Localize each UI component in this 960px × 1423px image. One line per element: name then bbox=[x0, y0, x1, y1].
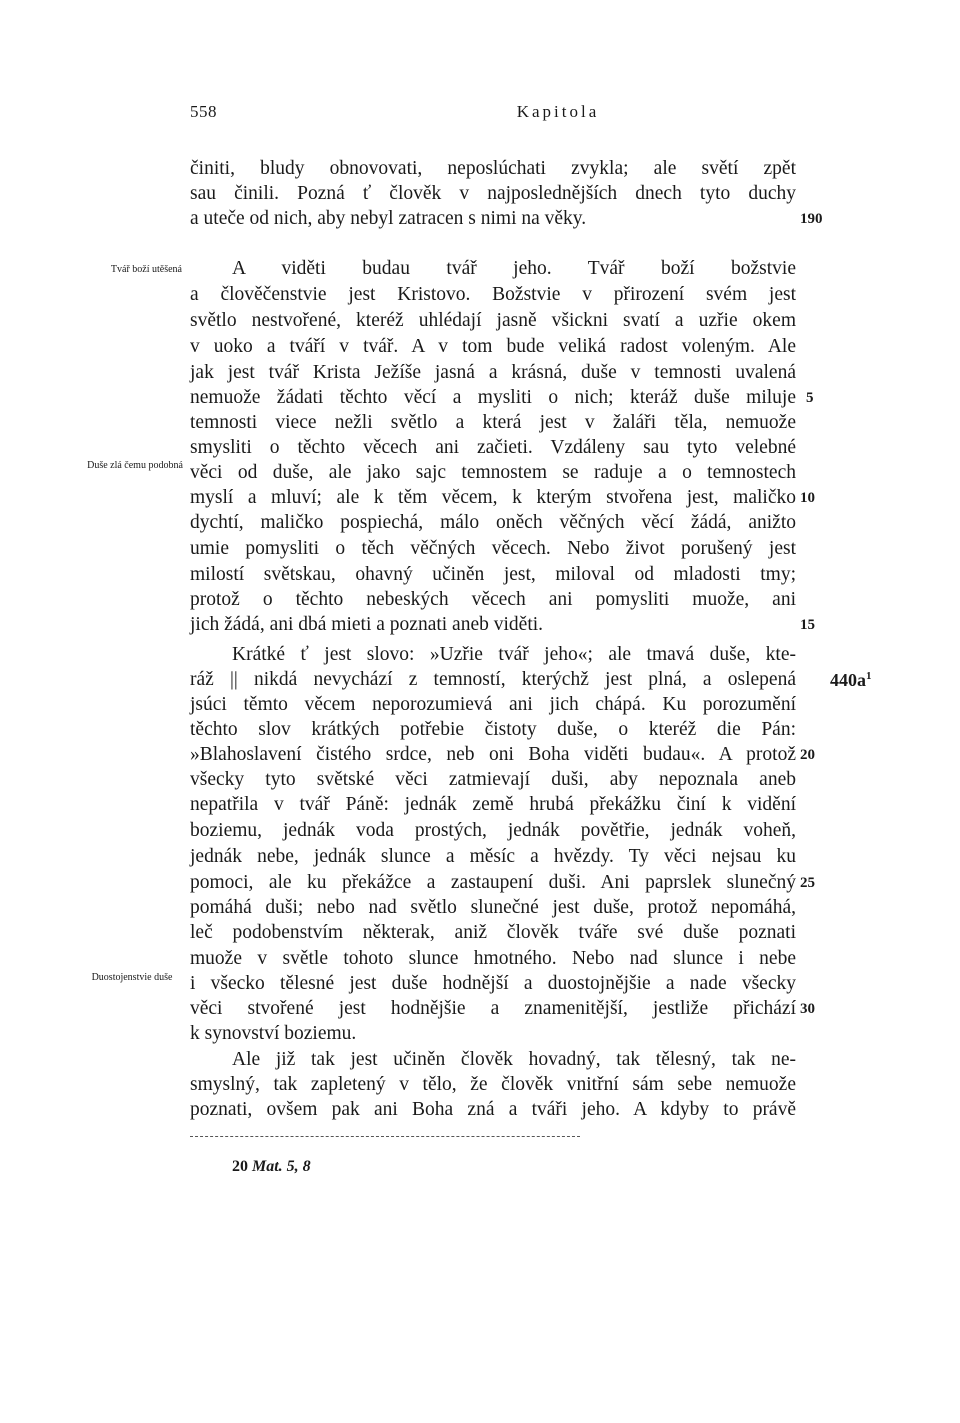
text-line: a člověčenstvie jest Kristovo. Božstvie v přirození svém jest bbox=[190, 284, 796, 305]
text-line: k synovství boziemu. bbox=[190, 1023, 357, 1044]
text-line: jak jest tvář Krista Ježíše jasná a krásná, duše v temnosti uvalená bbox=[190, 362, 796, 383]
running-head: Kapitola bbox=[516, 102, 600, 121]
margin-note: Tvář boží utěšená bbox=[110, 264, 182, 275]
footnote-rule bbox=[190, 1136, 580, 1137]
page-number: 558 bbox=[190, 102, 217, 121]
folio-marker: $440a^1$ bbox=[830, 670, 872, 690]
line-number: 10 bbox=[800, 490, 815, 506]
text-line: ráž || nikdá nevychází z temností, kterýchž jest plná, a oslepená bbox=[190, 669, 796, 690]
line-number: 190 bbox=[800, 211, 823, 227]
line-number: 30 bbox=[800, 1001, 815, 1017]
text-line: věci stvořené jest hodnějšie a znamenitější, jestliže přichází bbox=[190, 998, 796, 1019]
footnote-reference: Mat. 5, 8 bbox=[252, 1158, 311, 1175]
text-line: umie pomysliti o těch věčných věcech. Nebo život porušený jest bbox=[190, 538, 796, 559]
text-line: pomáhá duši; nebo nad světlo slunečné jest duše, protož nepomáhá, bbox=[190, 897, 796, 918]
text-line: temnosti viece nežli světlo a která jest v žaláři těla, nemuože bbox=[190, 412, 796, 433]
line-number: 5 bbox=[806, 390, 814, 406]
text-line: boziemu, jednák voda prostých, jednák povětřie, jednák voheň, bbox=[190, 820, 796, 841]
text-line: pomoci, ale ku překážce a zastaupení duši. Ani paprslek slunečný bbox=[190, 872, 796, 893]
text-line: jsúci těmto věcem neporozumievá ani jich chápá. Ku porozumění bbox=[190, 694, 796, 715]
footnote bbox=[232, 1158, 311, 1176]
text-line: sau činili. Pozná ť člověk v najposlednějších dnech tyto duchy bbox=[190, 183, 796, 204]
text-line: poznati, ovšem pak ani Boha zná a tváři jeho. A kdyby to právě bbox=[190, 1099, 796, 1120]
footnote-number: 20 bbox=[232, 1158, 248, 1175]
text-line: v uoko a tváří v tvář. A v tom bude veliká radost voleným. Ale bbox=[190, 336, 796, 357]
text-line: těchto slov krátkých potřebie čistoty duše, o kteréž die Pán: bbox=[190, 719, 796, 740]
text-line: muože v světle tohoto slunce hmotného. Nebo nad slunce i nebe bbox=[190, 948, 796, 969]
line-number: 25 bbox=[800, 875, 815, 891]
text-line: jich žádá, ani dbá mieti a poznati aneb viděti. bbox=[190, 614, 544, 635]
text-line: protož o těchto nebeských věcech ani pomysliti muože, ani bbox=[190, 589, 796, 610]
text-line: smyslný, tak zapletený v tělo, že člověk vnitřní sám sebe nemuože bbox=[190, 1074, 796, 1095]
text-line: dychtí, maličko pospiechá, málo oněch věčných věcí žádá, anižto bbox=[190, 512, 796, 533]
text-line: věci od duše, ale jako sajc temnostem se raduje a o temnostech bbox=[190, 462, 796, 483]
text-line: jednák nebe, jednák slunce a měsíc a hvězdy. Ty věci nejsau ku bbox=[190, 846, 796, 867]
text-line: Ale již tak jest učiněn člověk hovadný, tak tělesný, tak ne- bbox=[232, 1049, 796, 1070]
text-line: milostí světskau, ohavný učiněn jest, miloval od mladosti tmy; bbox=[190, 564, 796, 585]
text-line: všecky tyto světské věci zatmievají duši, aby nepoznala aneb bbox=[190, 769, 796, 790]
text-line: nemuože žádati těchto věcí a mysliti o nich; kteráž duše miluje bbox=[190, 387, 796, 408]
text-line: a uteče od nich, aby nebyl zatracen s nimi na věky. bbox=[190, 208, 587, 229]
text-line: činiti, bludy obnovovati, neposlúchati zvykla; ale světí zpět bbox=[190, 158, 796, 179]
text-line: »Blahoslavení čistého srdce, neb oni Boha viděti budau«. A protož bbox=[190, 744, 796, 765]
text-line: smysliti o těchto věcech ani začieti. Vzdáleny sau tyto velebné bbox=[190, 437, 796, 458]
text-line: nepatřila v tvář Páně: jednák země hrubá překážku činí k vidění bbox=[190, 794, 796, 815]
line-number: 20 bbox=[800, 747, 815, 763]
text-line: myslí a mluví; ale k těm věcem, k kterým stvořena jest, maličko bbox=[190, 487, 796, 508]
text-line: A viděti budau tvář jeho. Tvář boží božstvie bbox=[232, 258, 796, 279]
text-line: leč podobenstvím některak, aniž člověk tváře své duše poznati bbox=[190, 922, 796, 943]
margin-note: Duše zlá čemu podobná bbox=[87, 460, 183, 471]
text-line: i všecko tělesné jest duše hodnější a duostojnějšie a nade všecky bbox=[190, 973, 796, 994]
text-line: Krátké ť jest slovo: »Uzřie tvář jeho«; ale tmavá duše, kte- bbox=[232, 644, 796, 665]
line-number: 15 bbox=[800, 617, 815, 633]
margin-note: Duostojenstvie duše bbox=[91, 972, 173, 983]
text-line: světlo nestvořené, kteréž uhlédají jasně všickni svatí a uzřie okem bbox=[190, 310, 796, 331]
